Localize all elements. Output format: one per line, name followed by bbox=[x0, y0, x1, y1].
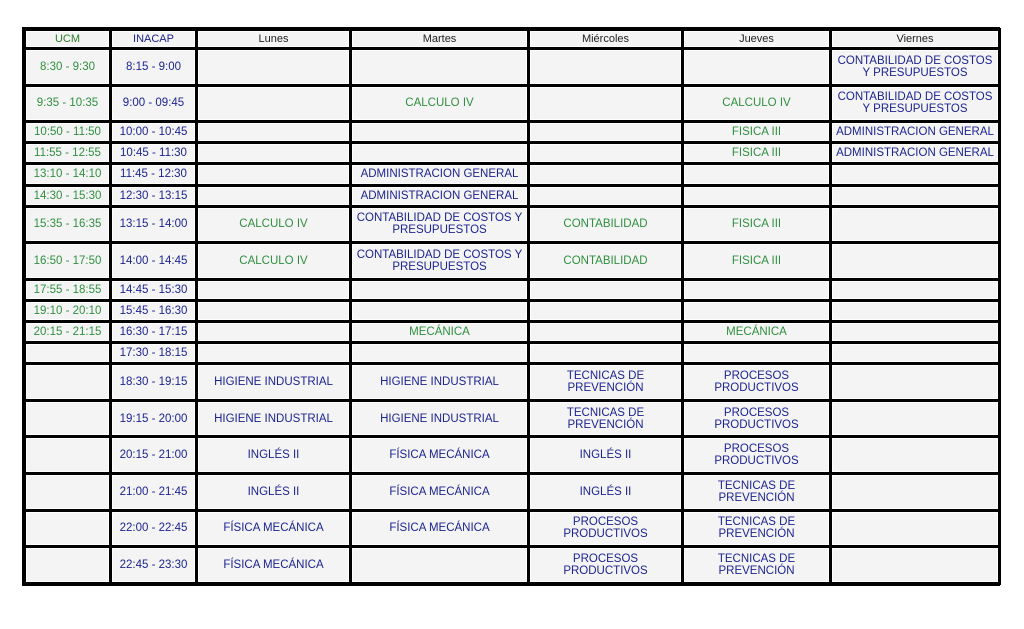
course-name: CONTABILIDAD bbox=[563, 218, 648, 231]
course-name: CONTABILIDAD DE COSTOS Y PRESUPUESTOS bbox=[837, 91, 993, 116]
course-cell bbox=[352, 548, 527, 582]
course-name: PROCESOS PRODUCTIVOS bbox=[714, 406, 799, 431]
course-name: INGLÉS II bbox=[247, 485, 300, 498]
ucm-time-cell: 15:35 - 16:35 bbox=[26, 208, 109, 242]
header-viernes: Viernes bbox=[832, 31, 998, 47]
ucm-time-cell: 19:10 - 20:10 bbox=[26, 302, 109, 320]
table-row bbox=[26, 123, 998, 141]
ucm-time-cell bbox=[26, 548, 109, 582]
course-cell bbox=[832, 281, 998, 299]
course-cell bbox=[530, 87, 681, 121]
ucm-time-cell bbox=[26, 475, 109, 509]
schedule-body bbox=[26, 50, 998, 582]
course-name: CONTABILIDAD DE COSTOS Y PRESUPUESTOS bbox=[356, 249, 523, 273]
course-cell bbox=[198, 512, 349, 546]
inacap-time-cell: 13:15 - 14:00 bbox=[112, 208, 195, 242]
ucm-time-cell bbox=[26, 344, 109, 362]
course-cell bbox=[832, 402, 998, 436]
course-cell bbox=[832, 475, 998, 509]
table-row bbox=[26, 438, 998, 472]
table-row bbox=[26, 281, 998, 299]
inacap-time-cell: 17:30 - 18:15 bbox=[112, 344, 195, 362]
inacap-time-cell: 14:00 - 14:45 bbox=[112, 244, 195, 278]
course-cell bbox=[832, 50, 998, 84]
course-cell bbox=[684, 475, 829, 509]
ucm-time-cell: 11:55 - 12:55 bbox=[26, 144, 109, 162]
course-name: FÍSICA MECÁNICA bbox=[389, 522, 490, 535]
course-name: TECNICAS DE PREVENCIÓN bbox=[717, 516, 796, 541]
course-cell bbox=[352, 475, 527, 509]
course-cell bbox=[832, 512, 998, 546]
course-name: PROCESOS PRODUCTIVOS bbox=[563, 553, 648, 578]
ucm-time-cell: 9:35 - 10:35 bbox=[26, 87, 109, 121]
course-cell bbox=[198, 208, 349, 242]
header-inacap: INACAP bbox=[112, 31, 195, 47]
course-name: ADMINISTRACION GENERAL bbox=[360, 168, 519, 181]
ucm-time-cell bbox=[26, 512, 109, 546]
course-cell bbox=[198, 144, 349, 162]
header-miercoles: Miércoles bbox=[530, 31, 681, 47]
course-cell bbox=[530, 244, 681, 278]
course-cell bbox=[198, 344, 349, 362]
course-name: INGLÉS II bbox=[579, 449, 632, 462]
course-name: TECNICAS DE PREVENCIÓN bbox=[717, 479, 796, 504]
course-cell bbox=[684, 323, 829, 341]
table-row bbox=[26, 165, 998, 183]
course-cell bbox=[530, 144, 681, 162]
course-cell bbox=[530, 165, 681, 183]
course-name: MECÁNICA bbox=[409, 326, 470, 339]
course-cell bbox=[530, 344, 681, 362]
inacap-time-cell: 22:45 - 23:30 bbox=[112, 548, 195, 582]
course-name: ADMINISTRACION GENERAL bbox=[836, 126, 994, 139]
course-cell bbox=[198, 123, 349, 141]
inacap-time-cell: 11:45 - 12:30 bbox=[112, 165, 195, 183]
course-name: TECNICAS DE PREVENCIÓN bbox=[566, 369, 645, 394]
course-cell bbox=[530, 187, 681, 205]
course-cell bbox=[198, 402, 349, 436]
header-ucm: UCM bbox=[26, 31, 109, 47]
header-jueves: Jueves bbox=[684, 31, 829, 47]
course-cell bbox=[684, 123, 829, 141]
course-cell bbox=[832, 302, 998, 320]
course-cell bbox=[352, 50, 527, 84]
inacap-time-cell: 8:15 - 9:00 bbox=[112, 50, 195, 84]
table-row bbox=[26, 302, 998, 320]
course-cell bbox=[352, 402, 527, 436]
inacap-time-cell: 10:00 - 10:45 bbox=[112, 123, 195, 141]
course-cell bbox=[198, 244, 349, 278]
ucm-time-cell bbox=[26, 438, 109, 472]
course-cell bbox=[530, 475, 681, 509]
course-cell bbox=[530, 50, 681, 84]
course-name: CALCULO IV bbox=[405, 97, 474, 110]
course-cell bbox=[684, 438, 829, 472]
course-name: FISICA III bbox=[731, 147, 782, 160]
course-name: ADMINISTRACION GENERAL bbox=[360, 189, 519, 202]
course-cell bbox=[352, 512, 527, 546]
course-name: CONTABILIDAD DE COSTOS Y PRESUPUESTOS bbox=[356, 212, 523, 237]
course-name: HIGIENE INDUSTRIAL bbox=[214, 412, 333, 425]
course-name: HIGIENE INDUSTRIAL bbox=[380, 412, 499, 425]
course-cell bbox=[198, 87, 349, 121]
header-row bbox=[26, 31, 998, 47]
course-name: FISICA III bbox=[731, 255, 782, 267]
course-cell bbox=[684, 512, 829, 546]
inacap-time-cell: 9:00 - 09:45 bbox=[112, 87, 195, 121]
course-cell bbox=[530, 281, 681, 299]
course-cell bbox=[352, 208, 527, 242]
course-cell bbox=[684, 144, 829, 162]
course-name: CONTABILIDAD bbox=[563, 255, 648, 267]
course-name: INGLÉS II bbox=[247, 449, 300, 462]
course-cell bbox=[530, 208, 681, 242]
course-cell bbox=[684, 244, 829, 278]
course-cell bbox=[352, 438, 527, 472]
course-cell bbox=[832, 123, 998, 141]
course-cell bbox=[530, 548, 681, 582]
course-cell bbox=[352, 244, 527, 278]
course-cell bbox=[352, 187, 527, 205]
course-name: FÍSICA MECÁNICA bbox=[223, 522, 324, 535]
course-name: HIGIENE INDUSTRIAL bbox=[380, 375, 499, 388]
table-row bbox=[26, 365, 998, 399]
course-cell bbox=[832, 548, 998, 582]
course-cell bbox=[684, 208, 829, 242]
course-cell bbox=[832, 344, 998, 362]
inacap-time-cell: 22:00 - 22:45 bbox=[112, 512, 195, 546]
ucm-time-cell: 16:50 - 17:50 bbox=[26, 244, 109, 278]
schedule-table bbox=[23, 28, 1001, 585]
course-cell bbox=[352, 344, 527, 362]
course-cell bbox=[352, 365, 527, 399]
table-row bbox=[26, 144, 998, 162]
course-cell bbox=[684, 187, 829, 205]
course-cell bbox=[198, 165, 349, 183]
course-name: MECÁNICA bbox=[726, 326, 787, 339]
course-cell bbox=[684, 87, 829, 121]
course-cell bbox=[832, 365, 998, 399]
table-row bbox=[26, 548, 998, 582]
course-cell bbox=[684, 402, 829, 436]
inacap-time-cell: 20:15 - 21:00 bbox=[112, 438, 195, 472]
table-row bbox=[26, 512, 998, 546]
inacap-time-cell: 12:30 - 13:15 bbox=[112, 187, 195, 205]
ucm-time-cell: 17:55 - 18:55 bbox=[26, 281, 109, 299]
course-cell bbox=[352, 281, 527, 299]
course-name: PROCESOS PRODUCTIVOS bbox=[714, 369, 799, 394]
course-cell bbox=[832, 323, 998, 341]
inacap-time-cell: 15:45 - 16:30 bbox=[112, 302, 195, 320]
table-row bbox=[26, 402, 998, 436]
course-cell bbox=[352, 323, 527, 341]
course-cell bbox=[530, 302, 681, 320]
course-cell bbox=[352, 87, 527, 121]
course-name: INGLÉS II bbox=[579, 485, 632, 498]
course-cell bbox=[530, 402, 681, 436]
ucm-time-cell bbox=[26, 402, 109, 436]
table-row bbox=[26, 187, 998, 205]
inacap-time-cell: 16:30 - 17:15 bbox=[112, 323, 195, 341]
ucm-time-cell: 10:50 - 11:50 bbox=[26, 123, 109, 141]
course-cell bbox=[198, 475, 349, 509]
course-cell bbox=[832, 144, 998, 162]
course-cell bbox=[832, 87, 998, 121]
course-cell bbox=[684, 281, 829, 299]
table-row bbox=[26, 50, 998, 84]
course-name: TECNICAS DE PREVENCIÓN bbox=[717, 553, 796, 578]
table-row bbox=[26, 344, 998, 362]
course-cell bbox=[530, 365, 681, 399]
course-name: CALCULO IV bbox=[239, 218, 308, 231]
course-cell bbox=[684, 302, 829, 320]
course-name: CALCULO IV bbox=[239, 255, 308, 267]
course-cell bbox=[832, 438, 998, 472]
ucm-time-cell: 20:15 - 21:15 bbox=[26, 323, 109, 341]
inacap-time-cell: 10:45 - 11:30 bbox=[112, 144, 195, 162]
table-row bbox=[26, 475, 998, 509]
header-martes: Martes bbox=[352, 31, 527, 47]
course-name: FISICA III bbox=[731, 218, 782, 231]
inacap-time-cell: 19:15 - 20:00 bbox=[112, 402, 195, 436]
course-cell bbox=[530, 438, 681, 472]
course-cell bbox=[832, 244, 998, 278]
course-name: FÍSICA MECÁNICA bbox=[389, 449, 490, 462]
course-cell bbox=[832, 165, 998, 183]
header-lunes: Lunes bbox=[198, 31, 349, 47]
course-cell bbox=[832, 187, 998, 205]
course-cell bbox=[530, 323, 681, 341]
course-cell bbox=[198, 302, 349, 320]
inacap-time-cell: 14:45 - 15:30 bbox=[112, 281, 195, 299]
course-cell bbox=[198, 548, 349, 582]
course-name: CALCULO IV bbox=[722, 97, 791, 110]
course-cell bbox=[684, 344, 829, 362]
course-cell bbox=[684, 365, 829, 399]
course-cell bbox=[198, 187, 349, 205]
table-row bbox=[26, 244, 998, 278]
course-cell bbox=[832, 208, 998, 242]
table-row bbox=[26, 87, 998, 121]
course-cell bbox=[684, 50, 829, 84]
ucm-time-cell: 8:30 - 9:30 bbox=[26, 50, 109, 84]
course-cell bbox=[684, 165, 829, 183]
ucm-time-cell: 13:10 - 14:10 bbox=[26, 165, 109, 183]
course-cell bbox=[352, 123, 527, 141]
course-cell bbox=[198, 438, 349, 472]
ucm-time-cell bbox=[26, 365, 109, 399]
inacap-time-cell: 21:00 - 21:45 bbox=[112, 475, 195, 509]
course-cell bbox=[352, 165, 527, 183]
course-name: FISICA III bbox=[731, 126, 782, 139]
course-name: PROCESOS PRODUCTIVOS bbox=[563, 516, 648, 541]
course-name: HIGIENE INDUSTRIAL bbox=[214, 375, 333, 388]
course-name: FÍSICA MECÁNICA bbox=[223, 559, 324, 572]
course-cell bbox=[684, 548, 829, 582]
course-name: CONTABILIDAD DE COSTOS Y PRESUPUESTOS bbox=[837, 54, 993, 79]
course-cell bbox=[198, 365, 349, 399]
table-row bbox=[26, 323, 998, 341]
course-name: PROCESOS PRODUCTIVOS bbox=[714, 443, 799, 468]
inacap-time-cell: 18:30 - 19:15 bbox=[112, 365, 195, 399]
table-row bbox=[26, 208, 998, 242]
schedule-table-frame bbox=[22, 27, 1000, 586]
course-cell bbox=[352, 144, 527, 162]
ucm-time-cell: 14:30 - 15:30 bbox=[26, 187, 109, 205]
course-cell bbox=[198, 50, 349, 84]
course-name: TECNICAS DE PREVENCIÓN bbox=[566, 406, 645, 431]
course-name: ADMINISTRACION GENERAL bbox=[836, 147, 994, 160]
course-name: FÍSICA MECÁNICA bbox=[389, 485, 490, 498]
course-cell bbox=[530, 123, 681, 141]
course-cell bbox=[198, 281, 349, 299]
course-cell bbox=[352, 302, 527, 320]
course-cell bbox=[198, 323, 349, 341]
course-cell bbox=[530, 512, 681, 546]
